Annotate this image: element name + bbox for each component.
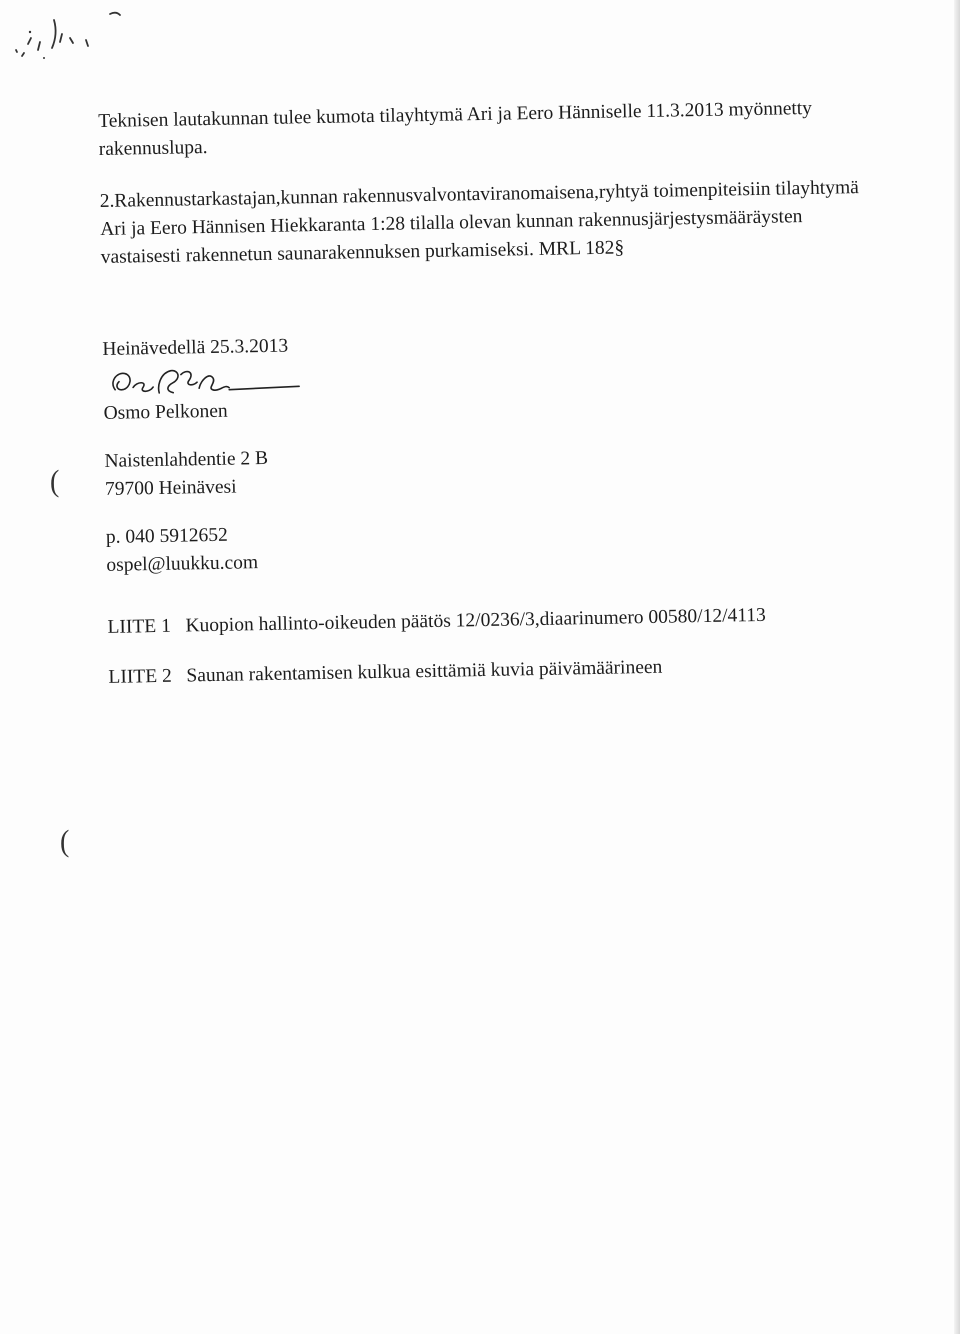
- street-address: Naistenlahdentie 2 B: [104, 447, 269, 472]
- attachment-1: [107, 600, 867, 642]
- margin-bracket-mark: (: [60, 824, 70, 859]
- attachment-description: Saunan rakentamisen kulkua esittämiä kuvia päivämäärineen: [186, 656, 663, 687]
- scan-page-edge: [954, 0, 960, 1334]
- phone-number: p. 040 5912652: [105, 524, 228, 548]
- attachment-label: LIITE 1: [107, 615, 172, 638]
- paragraph-revoke-permit: Teknisen lautakunnan tulee kumota tilayhtymä Ari ja Eero Hänniselle 11.3.2013 myönnetty rakennuslupa.: [98, 97, 813, 160]
- email-address: ospel@luukku.com: [106, 552, 259, 576]
- margin-bracket-mark: (: [50, 464, 60, 499]
- attachment-description: Kuopion hallinto-oikeuden päätös 12/0236/3,diaarinumero 00580/12/4113: [185, 604, 767, 637]
- contact-info: [106, 510, 867, 580]
- scan-artifact-marks: [0, 0, 160, 70]
- letter-body: [98, 94, 869, 692]
- attachment-2: [108, 650, 868, 692]
- handwritten-signature: [103, 360, 304, 402]
- paragraph-demolition-request: 2.Rakennustarkastajan,kunnan rakennusvalvontaviranomaisena,ryhtyä toimenpiteisiin tilayhtymä Ari ja Eero Hännisen Hiekkaranta 1:28 tilalla olevan kunnan rakennusjärjestysmääräysten vastaisesti rakennetun saunarakennuksen purkamiseksi. MRL 182§: [99, 177, 859, 268]
- signer-name: Osmo Pelkonen: [103, 400, 228, 424]
- postal-code-city: 79700 Heinävesi: [104, 476, 237, 500]
- place-and-date: Heinävedellä 25.3.2013: [102, 335, 289, 360]
- postal-address: [104, 434, 865, 504]
- attachment-label: LIITE 2: [108, 665, 172, 688]
